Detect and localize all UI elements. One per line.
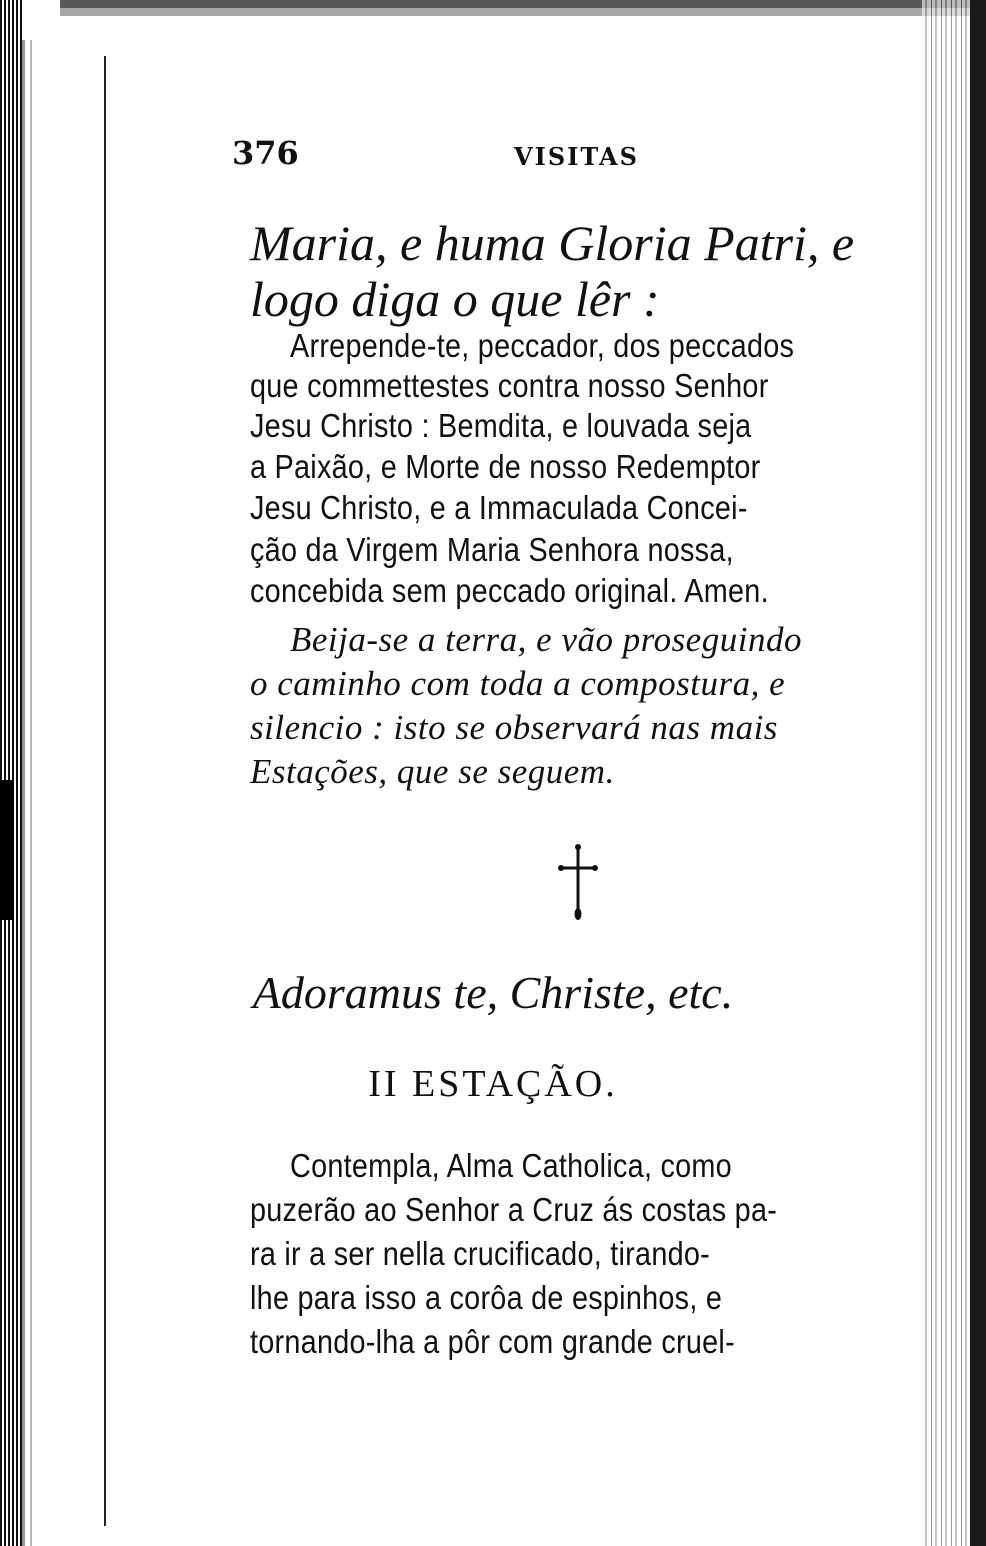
- rubric-line-1: Beija-se a terra, e vão prosеguindo: [290, 620, 802, 659]
- paragraph-line-1: Contempla, Alma Catholica, como: [290, 1148, 732, 1185]
- scan-edge-right-dark: [970, 0, 986, 1546]
- section-title: II ESTAÇÃO.: [368, 1063, 618, 1105]
- paragraph-line-4: lhe para isso a corôa de espinhos, e: [250, 1280, 723, 1317]
- paragraph-line-3: ra ir a ser nella crucificado, tirando-: [250, 1236, 711, 1273]
- rubric-line-2: o caminho com toda a compostura, e: [250, 664, 786, 703]
- text-line-7: Jesu Christo, e a Immaculada Concei-: [250, 490, 748, 527]
- paragraph-line-2: puzerão ao Senhor a Cruz ás costas pa-: [250, 1192, 778, 1229]
- paragraph-line-5: tornando-lha a pôr com grande cruel-: [250, 1324, 735, 1361]
- text-line-8: ção da Virgem Maria Senhora nossa,: [250, 532, 734, 569]
- text-line-5: Jesu Christo : Bemdita, e louvada seja: [250, 408, 752, 445]
- text-line-4: que commettestes contra nosso Senhor: [250, 368, 769, 405]
- text-line-6: a Paixão, e Morte de nosso Redemptor: [250, 449, 761, 486]
- text-line-9: concebida sem peccado original. Amen.: [250, 573, 769, 610]
- scan-edge-left-inner: [22, 40, 92, 1546]
- rubric-line-4: Estações, que se seguem.: [250, 752, 615, 791]
- scan-edge-left: [0, 0, 22, 1546]
- page-header: [232, 134, 932, 178]
- running-head: VISITAS: [514, 142, 639, 171]
- scan-edge-top: [60, 0, 986, 44]
- page-boundary: [104, 56, 106, 1526]
- cross-icon: [556, 842, 600, 922]
- scan-edge-left-shadow: [0, 780, 14, 920]
- adoramus-line: Adoramus te, Christe, etc.: [252, 967, 734, 1018]
- text-line-2: logo diga o que lêr :: [250, 271, 660, 327]
- text-line-1: Maria, e huma Gloria Patri, e: [250, 215, 855, 271]
- rubric-line-3: silencio : isto se observará nas mais: [250, 708, 778, 747]
- text-line-3: Arrepende-te, peccador, dos peccados: [290, 328, 795, 365]
- page-number: 376: [232, 134, 299, 172]
